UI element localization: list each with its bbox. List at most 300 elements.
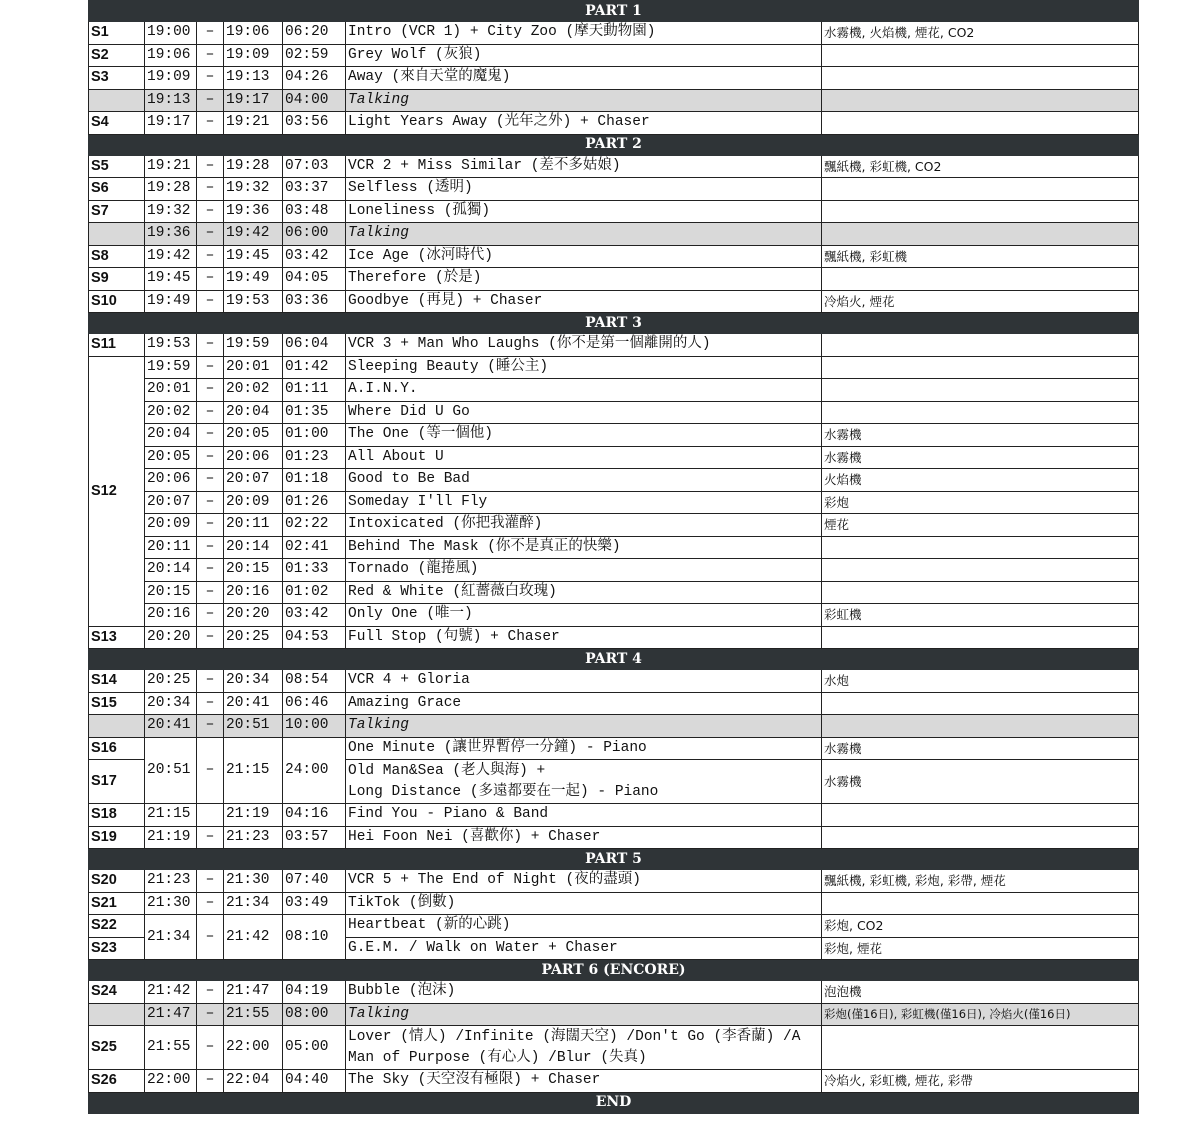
table-row <box>89 112 1139 135</box>
duration: 08:10 <box>283 915 346 960</box>
effects: 水霧機 <box>822 737 1139 760</box>
song-id: S15 <box>89 692 145 715</box>
part-1-label: PART 1 <box>89 1 1139 22</box>
start-time: 19:00 <box>145 22 197 45</box>
duration: 08:00 <box>283 1003 346 1026</box>
dash: – <box>197 446 224 469</box>
song-title: Away (來自天堂的魔鬼) <box>346 67 822 90</box>
dash: – <box>197 491 224 514</box>
effects: 彩炮 <box>822 491 1139 514</box>
song-title: VCR 3 + Man Who Laughs (你不是第一個離開的人) <box>346 334 822 357</box>
start-time: 19:21 <box>145 155 197 178</box>
song-id: S10 <box>89 290 145 313</box>
dash: – <box>197 356 224 379</box>
effects: 水霧機 <box>822 760 1139 804</box>
table-row <box>89 559 1139 582</box>
duration: 07:03 <box>283 155 346 178</box>
table-row <box>89 804 1139 827</box>
start-time: 20:51 <box>145 737 197 804</box>
effects <box>822 334 1139 357</box>
table-row <box>89 356 1139 379</box>
duration: 01:33 <box>283 559 346 582</box>
start-time: 20:20 <box>145 626 197 649</box>
duration: 03:42 <box>283 604 346 627</box>
dash: – <box>197 536 224 559</box>
table-row <box>89 737 1139 760</box>
start-time: 21:23 <box>145 870 197 893</box>
start-time: 21:19 <box>145 826 197 849</box>
effects <box>822 44 1139 67</box>
start-time: 19:13 <box>145 89 197 112</box>
end-time: 19:59 <box>224 334 283 357</box>
start-time: 21:30 <box>145 892 197 915</box>
effects <box>822 112 1139 135</box>
song-id: S17 <box>89 760 145 804</box>
dash: – <box>197 1070 224 1093</box>
end-time: 20:16 <box>224 581 283 604</box>
song-title: Goodbye (再見) + Chaser <box>346 290 822 313</box>
effects <box>822 89 1139 112</box>
table-row <box>89 245 1139 268</box>
song-title: Selfless (透明) <box>346 178 822 201</box>
duration: 24:00 <box>283 737 346 804</box>
part-3-label: PART 3 <box>89 313 1139 334</box>
song-title: Talking <box>346 89 822 112</box>
duration: 07:40 <box>283 870 346 893</box>
dash: – <box>197 379 224 402</box>
effects <box>822 559 1139 582</box>
effects <box>822 67 1139 90</box>
effects <box>822 536 1139 559</box>
dash: – <box>197 626 224 649</box>
dash: – <box>197 670 224 693</box>
song-title-line: Old Man&Sea (老人與海) + <box>348 762 546 779</box>
dash: – <box>197 870 224 893</box>
effects: 水霧機 <box>822 424 1139 447</box>
song-id: S14 <box>89 670 145 693</box>
end-time: 19:21 <box>224 112 283 135</box>
duration: 06:20 <box>283 22 346 45</box>
song-title-line: Lover (情人) /Infinite (海闊天空) /Don't Go (李香蘭) /A <box>348 1028 801 1045</box>
part-header <box>89 960 1139 981</box>
effects <box>822 826 1139 849</box>
end-time: 21:30 <box>224 870 283 893</box>
dash: – <box>197 22 224 45</box>
start-time: 21:47 <box>145 1003 197 1026</box>
song-id: S13 <box>89 626 145 649</box>
start-time: 20:34 <box>145 692 197 715</box>
dash: – <box>197 581 224 604</box>
dash: – <box>197 826 224 849</box>
song-title: A.I.N.Y. <box>346 379 822 402</box>
start-time: 20:07 <box>145 491 197 514</box>
song-id: S11 <box>89 334 145 357</box>
dash: – <box>197 178 224 201</box>
song-title: Find You - Piano & Band <box>346 804 822 827</box>
song-title: Someday I'll Fly <box>346 491 822 514</box>
dash: – <box>197 290 224 313</box>
dash: – <box>197 981 224 1004</box>
table-row <box>89 290 1139 313</box>
table-row <box>89 581 1139 604</box>
part-header <box>89 134 1139 155</box>
dash: – <box>197 737 224 804</box>
table-row <box>89 469 1139 492</box>
table-row <box>89 22 1139 45</box>
end-time: 19:13 <box>224 67 283 90</box>
start-time: 20:41 <box>145 715 197 738</box>
dash: – <box>197 223 224 246</box>
effects: 冷焰火, 彩虹機, 煙花, 彩帶 <box>822 1070 1139 1093</box>
duration: 01:23 <box>283 446 346 469</box>
duration: 01:18 <box>283 469 346 492</box>
part-header <box>89 649 1139 670</box>
effects <box>822 892 1139 915</box>
start-time: 19:53 <box>145 334 197 357</box>
effects <box>822 401 1139 424</box>
effects: 火焰機 <box>822 469 1139 492</box>
end-time: 20:41 <box>224 692 283 715</box>
song-title: Therefore (於是) <box>346 268 822 291</box>
song-title: Tornado (龍捲風) <box>346 559 822 582</box>
song-title: Heartbeat (新的心跳) <box>346 915 822 938</box>
effects: 水霧機 <box>822 446 1139 469</box>
effects <box>822 715 1139 738</box>
part-5-label: PART 5 <box>89 849 1139 870</box>
table-row <box>89 915 1139 938</box>
duration: 03:57 <box>283 826 346 849</box>
start-time: 20:15 <box>145 581 197 604</box>
song-id: S1 <box>89 22 145 45</box>
duration: 03:56 <box>283 112 346 135</box>
song-title: Sleeping Beauty (睡公主) <box>346 356 822 379</box>
start-time: 19:17 <box>145 112 197 135</box>
effects <box>822 223 1139 246</box>
table-row <box>89 268 1139 291</box>
table-row <box>89 67 1139 90</box>
duration: 04:53 <box>283 626 346 649</box>
song-title: Hei Foon Nei (喜歡你) + Chaser <box>346 826 822 849</box>
start-time: 19:49 <box>145 290 197 313</box>
table-row <box>89 604 1139 627</box>
end-time: 20:15 <box>224 559 283 582</box>
dash: – <box>197 892 224 915</box>
dash: – <box>197 89 224 112</box>
start-time: 21:15 <box>145 804 197 827</box>
song-title: Bubble (泡沫) <box>346 981 822 1004</box>
start-time: 19:45 <box>145 268 197 291</box>
effects: 彩虹機 <box>822 604 1139 627</box>
talking-row <box>89 89 1139 112</box>
talking-row <box>89 223 1139 246</box>
end-time: 21:34 <box>224 892 283 915</box>
end-time: 22:00 <box>224 1026 283 1070</box>
table-row <box>89 424 1139 447</box>
start-time: 20:11 <box>145 536 197 559</box>
effects <box>822 626 1139 649</box>
dash: – <box>197 692 224 715</box>
effects <box>822 692 1139 715</box>
table-row <box>89 870 1139 893</box>
duration: 02:22 <box>283 514 346 537</box>
duration: 01:00 <box>283 424 346 447</box>
song-id: S3 <box>89 67 145 90</box>
song-title: Behind The Mask (你不是真正的快樂) <box>346 536 822 559</box>
song-id <box>89 223 145 246</box>
dash: – <box>197 1003 224 1026</box>
table-row <box>89 1070 1139 1093</box>
effects: 彩炮, CO2 <box>822 915 1139 938</box>
dash: – <box>197 200 224 223</box>
end-time: 19:49 <box>224 268 283 291</box>
effects <box>822 178 1139 201</box>
song-title: Amazing Grace <box>346 692 822 715</box>
start-time: 20:14 <box>145 559 197 582</box>
part-2-label: PART 2 <box>89 134 1139 155</box>
table-row <box>89 44 1139 67</box>
song-title-line: Man of Purpose (有心人) /Blur (失真) <box>348 1049 647 1066</box>
part-header <box>89 849 1139 870</box>
end-time: 20:11 <box>224 514 283 537</box>
table-row <box>89 178 1139 201</box>
song-title <box>346 760 822 804</box>
start-time: 19:28 <box>145 178 197 201</box>
song-title: Red & White (紅薔薇白玫瑰) <box>346 581 822 604</box>
part-4-label: PART 4 <box>89 649 1139 670</box>
duration: 04:16 <box>283 804 346 827</box>
song-title: Full Stop (句號) + Chaser <box>346 626 822 649</box>
song-title: Light Years Away (光年之外) + Chaser <box>346 112 822 135</box>
end-time: 19:42 <box>224 223 283 246</box>
end-time: 20:07 <box>224 469 283 492</box>
table-row <box>89 379 1139 402</box>
song-id: S24 <box>89 981 145 1004</box>
start-time: 21:55 <box>145 1026 197 1070</box>
dash: – <box>197 469 224 492</box>
start-time: 22:00 <box>145 1070 197 1093</box>
end-time: 20:05 <box>224 424 283 447</box>
end-time: 19:28 <box>224 155 283 178</box>
setlist-table <box>88 0 1139 1114</box>
end-time: 19:06 <box>224 22 283 45</box>
effects <box>822 581 1139 604</box>
table-row <box>89 626 1139 649</box>
song-id: S2 <box>89 44 145 67</box>
end-time: 20:25 <box>224 626 283 649</box>
end-time: 19:53 <box>224 290 283 313</box>
duration: 03:37 <box>283 178 346 201</box>
duration: 01:11 <box>283 379 346 402</box>
song-id: S21 <box>89 892 145 915</box>
effects: 飄紙機, 彩虹機 <box>822 245 1139 268</box>
song-title: Talking <box>346 223 822 246</box>
start-time: 20:25 <box>145 670 197 693</box>
song-title: TikTok (倒數) <box>346 892 822 915</box>
duration: 02:59 <box>283 44 346 67</box>
dash: – <box>197 67 224 90</box>
table-row <box>89 1026 1139 1070</box>
dash <box>197 804 224 827</box>
table-row <box>89 892 1139 915</box>
effects <box>822 200 1139 223</box>
song-title: VCR 2 + Miss Similar (差不多姑娘) <box>346 155 822 178</box>
dash: – <box>197 401 224 424</box>
song-id: S4 <box>89 112 145 135</box>
end-time: 20:09 <box>224 491 283 514</box>
song-title: The Sky (天空沒有極限) + Chaser <box>346 1070 822 1093</box>
end-time: 20:04 <box>224 401 283 424</box>
table-row <box>89 514 1139 537</box>
song-id: S23 <box>89 937 145 960</box>
song-title: VCR 4 + Gloria <box>346 670 822 693</box>
song-id: S12 <box>89 356 145 626</box>
start-time: 19:59 <box>145 356 197 379</box>
dash: – <box>197 424 224 447</box>
table-row <box>89 826 1139 849</box>
end-time: 21:55 <box>224 1003 283 1026</box>
effects: 飄紙機, 彩虹機, 彩炮, 彩帶, 煙花 <box>822 870 1139 893</box>
duration: 01:35 <box>283 401 346 424</box>
end-time: 20:20 <box>224 604 283 627</box>
song-title: Where Did U Go <box>346 401 822 424</box>
dash: – <box>197 155 224 178</box>
duration: 02:41 <box>283 536 346 559</box>
effects: 彩炮, 煙花 <box>822 937 1139 960</box>
effects: 冷焰火, 煙花 <box>822 290 1139 313</box>
dash: – <box>197 44 224 67</box>
song-id <box>89 89 145 112</box>
duration: 06:04 <box>283 334 346 357</box>
part-header <box>89 313 1139 334</box>
duration: 01:02 <box>283 581 346 604</box>
dash: – <box>197 245 224 268</box>
end-time: 21:23 <box>224 826 283 849</box>
effects: 煙花 <box>822 514 1139 537</box>
end-time: 21:42 <box>224 915 283 960</box>
end-time: 22:04 <box>224 1070 283 1093</box>
dash: – <box>197 514 224 537</box>
dash: – <box>197 915 224 960</box>
effects <box>822 1026 1139 1070</box>
start-time: 20:16 <box>145 604 197 627</box>
talking-row <box>89 715 1139 738</box>
start-time: 20:05 <box>145 446 197 469</box>
song-title: Talking <box>346 1003 822 1026</box>
table-row <box>89 981 1139 1004</box>
end-time: 21:15 <box>224 737 283 804</box>
end-time: 20:14 <box>224 536 283 559</box>
dash: – <box>197 334 224 357</box>
song-title: Ice Age (冰河時代) <box>346 245 822 268</box>
table-row <box>89 491 1139 514</box>
talking-row <box>89 1003 1139 1026</box>
table-row <box>89 401 1139 424</box>
table-row <box>89 670 1139 693</box>
duration: 03:48 <box>283 200 346 223</box>
song-title-line: Long Distance (多遠都要在一起) - Piano <box>348 783 659 800</box>
song-title: The One (等一個他) <box>346 424 822 447</box>
start-time: 20:02 <box>145 401 197 424</box>
start-time: 20:04 <box>145 424 197 447</box>
start-time: 21:42 <box>145 981 197 1004</box>
dash: – <box>197 559 224 582</box>
song-id: S22 <box>89 915 145 938</box>
table-row <box>89 692 1139 715</box>
table-row <box>89 334 1139 357</box>
song-title: Only One (唯一) <box>346 604 822 627</box>
duration: 10:00 <box>283 715 346 738</box>
end-time: 19:17 <box>224 89 283 112</box>
song-title: Grey Wolf (灰狼) <box>346 44 822 67</box>
duration: 06:46 <box>283 692 346 715</box>
song-title: Intro (VCR 1) + City Zoo (摩天動物園) <box>346 22 822 45</box>
duration: 01:26 <box>283 491 346 514</box>
end-footer <box>89 1092 1139 1113</box>
duration: 03:49 <box>283 892 346 915</box>
song-title: Loneliness (孤獨) <box>346 200 822 223</box>
end-time: 21:19 <box>224 804 283 827</box>
duration: 03:42 <box>283 245 346 268</box>
duration: 05:00 <box>283 1026 346 1070</box>
part-6-label: PART 6 (ENCORE) <box>89 960 1139 981</box>
dash: – <box>197 715 224 738</box>
song-id: S25 <box>89 1026 145 1070</box>
duration: 08:54 <box>283 670 346 693</box>
effects: 水炮 <box>822 670 1139 693</box>
end-time: 20:51 <box>224 715 283 738</box>
duration: 04:05 <box>283 268 346 291</box>
table-row <box>89 200 1139 223</box>
song-id: S16 <box>89 737 145 760</box>
song-id: S9 <box>89 268 145 291</box>
end-time: 19:36 <box>224 200 283 223</box>
song-id: S8 <box>89 245 145 268</box>
song-title: G.E.M. / Walk on Water + Chaser <box>346 937 822 960</box>
effects: 飄紙機, 彩虹機, CO2 <box>822 155 1139 178</box>
start-time: 19:36 <box>145 223 197 246</box>
end-time: 20:01 <box>224 356 283 379</box>
part-header <box>89 1 1139 22</box>
start-time: 19:32 <box>145 200 197 223</box>
end-time: 20:02 <box>224 379 283 402</box>
duration: 06:00 <box>283 223 346 246</box>
song-id <box>89 1003 145 1026</box>
dash: – <box>197 1026 224 1070</box>
start-time: 19:42 <box>145 245 197 268</box>
end-time: 21:47 <box>224 981 283 1004</box>
duration: 03:36 <box>283 290 346 313</box>
start-time: 19:06 <box>145 44 197 67</box>
song-id: S19 <box>89 826 145 849</box>
effects <box>822 356 1139 379</box>
end-time: 19:32 <box>224 178 283 201</box>
dash: – <box>197 112 224 135</box>
effects: 泡泡機 <box>822 981 1139 1004</box>
song-title: One Minute (讓世界暫停一分鐘) - Piano <box>346 737 822 760</box>
effects <box>822 379 1139 402</box>
table-row <box>89 446 1139 469</box>
end-time: 20:06 <box>224 446 283 469</box>
start-time: 20:01 <box>145 379 197 402</box>
start-time: 21:34 <box>145 915 197 960</box>
song-title: VCR 5 + The End of Night (夜的盡頭) <box>346 870 822 893</box>
duration: 04:26 <box>283 67 346 90</box>
song-id: S7 <box>89 200 145 223</box>
duration: 01:42 <box>283 356 346 379</box>
end-time: 19:09 <box>224 44 283 67</box>
effects <box>822 804 1139 827</box>
song-title: Talking <box>346 715 822 738</box>
